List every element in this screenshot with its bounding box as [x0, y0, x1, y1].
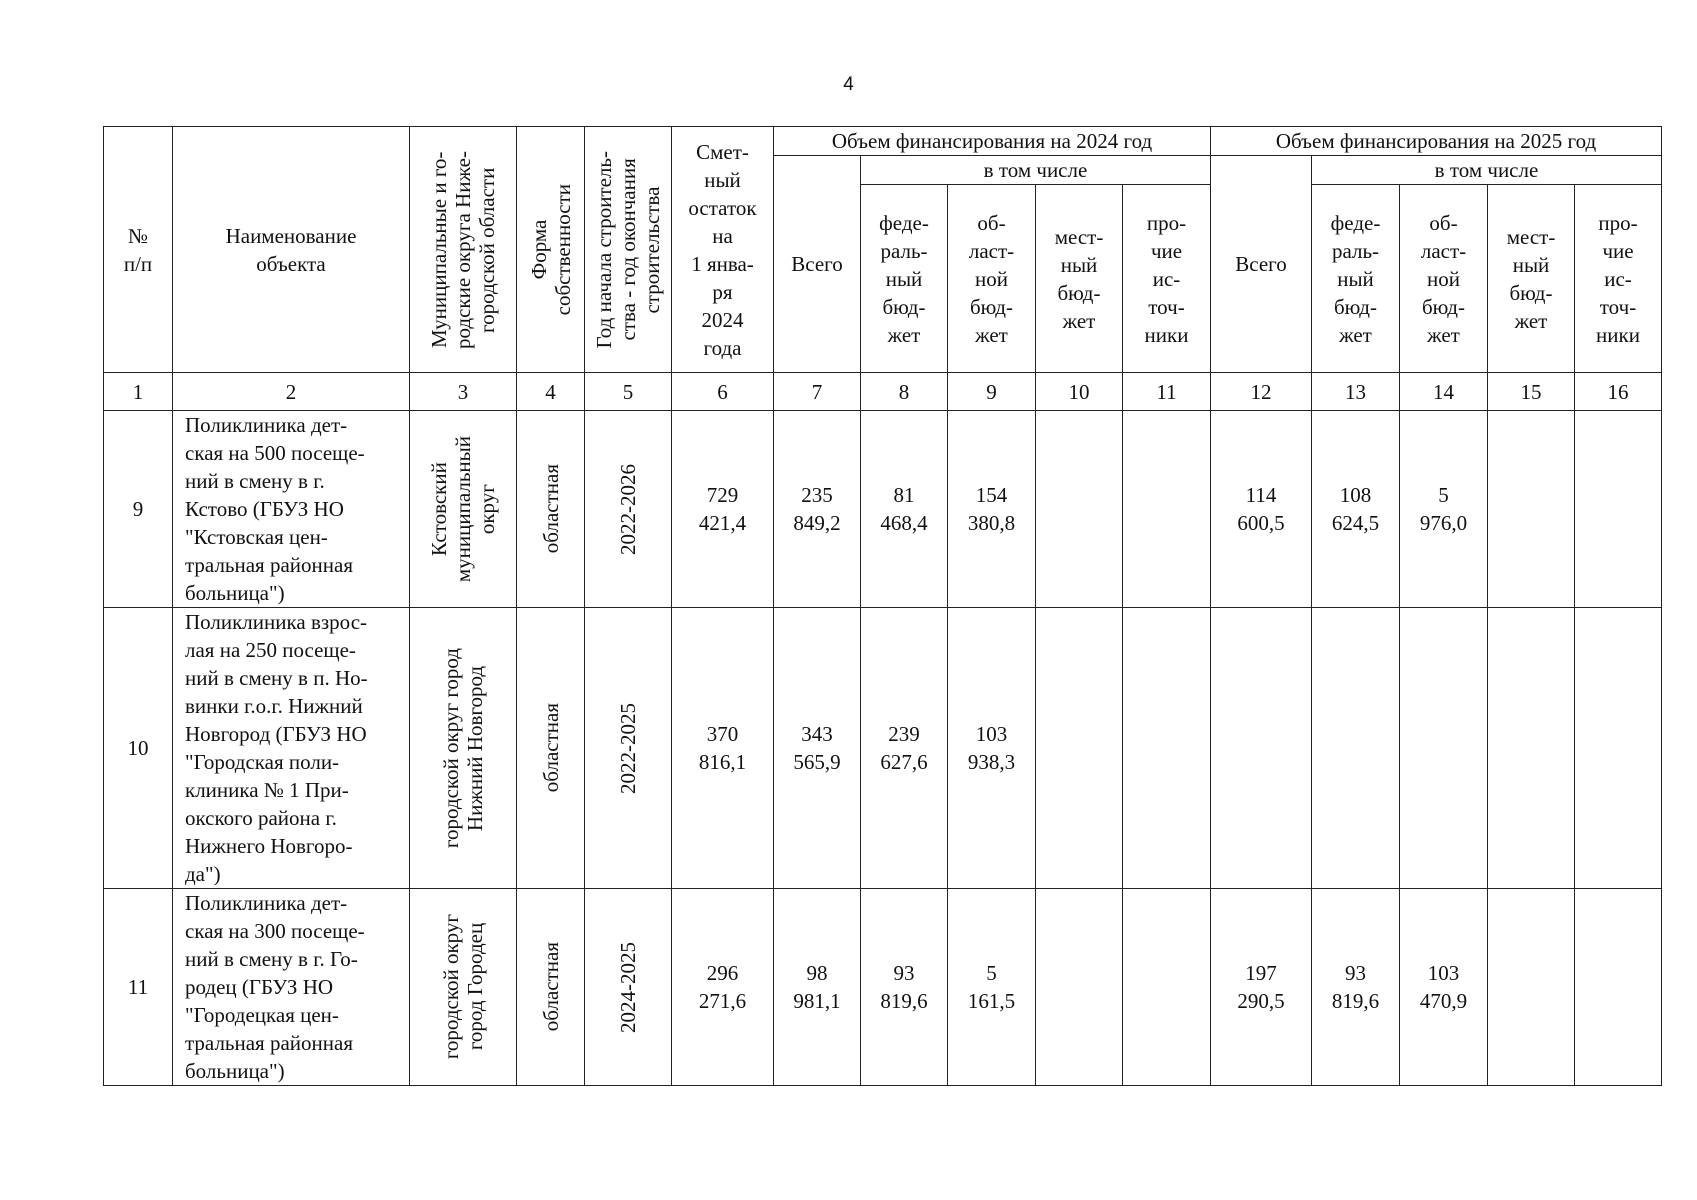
- header-object-name: Наименование объекта: [173, 127, 410, 373]
- column-number: 5: [585, 373, 672, 411]
- header-2025-oblast: об- ласт- ной бюд- жет: [1400, 185, 1488, 373]
- other-2025-cell: [1575, 608, 1662, 889]
- federal-2025-cell: 93 819,6: [1312, 889, 1400, 1086]
- column-number: 15: [1488, 373, 1575, 411]
- header-2025-other: про- чие ис- точ- ники: [1575, 185, 1662, 373]
- other-2024-cell: [1123, 608, 1211, 889]
- oblast-2025-cell: 5 976,0: [1400, 411, 1488, 608]
- local-2024-cell: [1036, 411, 1123, 608]
- municipality-cell: городской округ город Городец: [410, 889, 517, 1086]
- header-years: Год начала строитель- ства - год окончания строительства: [585, 127, 672, 373]
- total-2024-cell: 98 981,1: [774, 889, 861, 1086]
- total-2025-cell: 197 290,5: [1211, 889, 1312, 1086]
- header-2024-other: про- чие ис- точ- ники: [1123, 185, 1211, 373]
- column-number: 16: [1575, 373, 1662, 411]
- header-2025-total: Всего: [1211, 156, 1312, 373]
- header-2024-total: Всего: [774, 156, 861, 373]
- header-row-number: № п/п: [104, 127, 173, 373]
- object-name: Поликлиника взрос- лая на 250 посеще- ний в смену в п. Но- винки г.о.г. Нижний Новгород (ГБУЗ НО "Городская поли- клиника № 1 При- окского района г. Нижнего Новгоро- да"): [173, 608, 410, 889]
- header-2024-including: в том числе: [861, 156, 1211, 185]
- remainder-cell: 370 816,1: [672, 608, 774, 889]
- header-financing-2024: Объем финансирования на 2024 год: [774, 127, 1211, 156]
- row-number: 9: [104, 411, 173, 608]
- table-row: [104, 411, 1662, 608]
- years-cell: 2024-2025: [585, 889, 672, 1086]
- column-number: 9: [948, 373, 1036, 411]
- page-number: 4: [843, 74, 854, 95]
- oblast-2025-cell: 103 470,9: [1400, 889, 1488, 1086]
- federal-2024-cell: 93 819,6: [861, 889, 948, 1086]
- ownership-cell: областная: [517, 889, 585, 1086]
- total-2024-cell: 343 565,9: [774, 608, 861, 889]
- header-estimated-remainder: Смет- ный остаток на 1 янва- ря 2024 года: [672, 127, 774, 373]
- column-number: 4: [517, 373, 585, 411]
- federal-2025-cell: 108 624,5: [1312, 411, 1400, 608]
- other-2024-cell: [1123, 889, 1211, 1086]
- header-2024-federal: феде- раль- ный бюд- жет: [861, 185, 948, 373]
- total-2024-cell: 235 849,2: [774, 411, 861, 608]
- header-financing-2025: Объем финансирования на 2025 год: [1211, 127, 1662, 156]
- years-cell: 2022-2025: [585, 608, 672, 889]
- total-2025-cell: [1211, 608, 1312, 889]
- local-2024-cell: [1036, 889, 1123, 1086]
- column-number: 10: [1036, 373, 1123, 411]
- remainder-cell: 729 421,4: [672, 411, 774, 608]
- column-numbers-row: [104, 373, 1662, 411]
- column-number: 8: [861, 373, 948, 411]
- local-2025-cell: [1488, 608, 1575, 889]
- column-number: 11: [1123, 373, 1211, 411]
- row-number: 10: [104, 608, 173, 889]
- object-name: Поликлиника дет- ская на 300 посеще- ний в смену в г. Го- родец (ГБУЗ НО "Городецкая цен- тральная районная больница"): [173, 889, 410, 1086]
- column-number: 14: [1400, 373, 1488, 411]
- local-2025-cell: [1488, 889, 1575, 1086]
- header-2025-federal: феде- раль- ный бюд- жет: [1312, 185, 1400, 373]
- column-number: 7: [774, 373, 861, 411]
- years-cell: 2022-2026: [585, 411, 672, 608]
- local-2025-cell: [1488, 411, 1575, 608]
- column-number: 13: [1312, 373, 1400, 411]
- header-2024-oblast: об- ласт- ной бюд- жет: [948, 185, 1036, 373]
- local-2024-cell: [1036, 608, 1123, 889]
- column-number: 1: [104, 373, 173, 411]
- other-2025-cell: [1575, 411, 1662, 608]
- header-2025-including: в том числе: [1312, 156, 1662, 185]
- column-number: 3: [410, 373, 517, 411]
- table-row: [104, 608, 1662, 889]
- other-2024-cell: [1123, 411, 1211, 608]
- oblast-2024-cell: 154 380,8: [948, 411, 1036, 608]
- column-number: 12: [1211, 373, 1312, 411]
- other-2025-cell: [1575, 889, 1662, 1086]
- table-row: [104, 889, 1662, 1086]
- oblast-2025-cell: [1400, 608, 1488, 889]
- total-2025-cell: 114 600,5: [1211, 411, 1312, 608]
- municipality-cell: Кстовский муниципальный округ: [410, 411, 517, 608]
- header-ownership: Форма собственности: [517, 127, 585, 373]
- oblast-2024-cell: 5 161,5: [948, 889, 1036, 1086]
- column-number: 6: [672, 373, 774, 411]
- financing-table: [103, 126, 1662, 1086]
- oblast-2024-cell: 103 938,3: [948, 608, 1036, 889]
- header-2024-local: мест- ный бюд- жет: [1036, 185, 1123, 373]
- column-number: 2: [173, 373, 410, 411]
- header-municipality: Муниципальные и го- родские округа Ниже- городской области: [410, 127, 517, 373]
- ownership-cell: областная: [517, 411, 585, 608]
- federal-2025-cell: [1312, 608, 1400, 889]
- header-2025-local: мест- ный бюд- жет: [1488, 185, 1575, 373]
- remainder-cell: 296 271,6: [672, 889, 774, 1086]
- municipality-cell: городской округ город Нижний Новгород: [410, 608, 517, 889]
- row-number: 11: [104, 889, 173, 1086]
- federal-2024-cell: 239 627,6: [861, 608, 948, 889]
- ownership-cell: областная: [517, 608, 585, 889]
- federal-2024-cell: 81 468,4: [861, 411, 948, 608]
- object-name: Поликлиника дет- ская на 500 посеще- ний в смену в г. Кстово (ГБУЗ НО "Кстовская цен- тральная районная больница"): [173, 411, 410, 608]
